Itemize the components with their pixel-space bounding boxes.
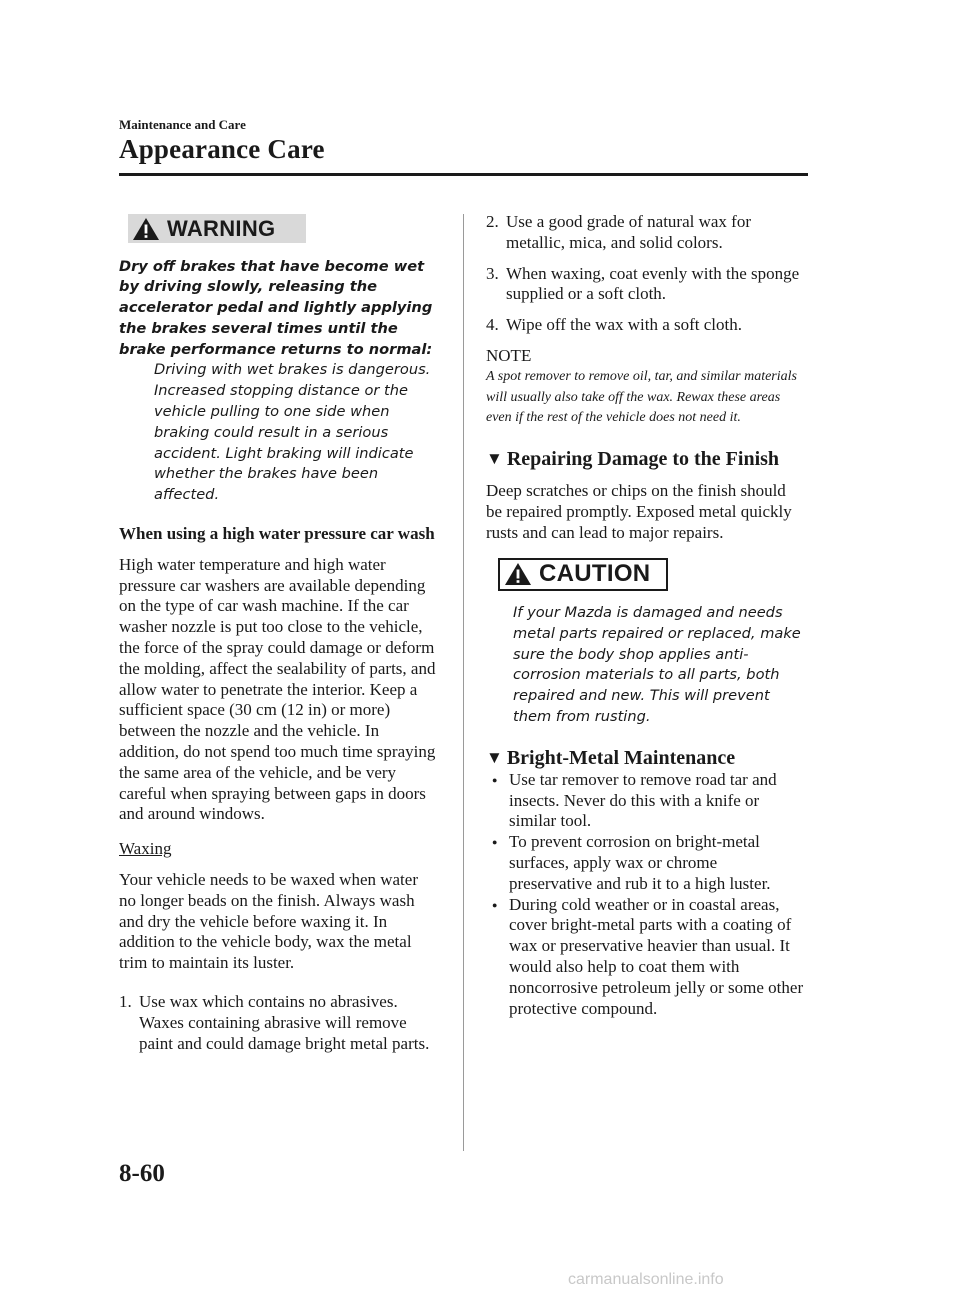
header-rule xyxy=(119,173,808,176)
waxing-step xyxy=(119,992,437,1054)
step-number: 1. xyxy=(119,992,132,1011)
warning-lead: Dry off brakes that have become wet by driving slowly, releasing the accelerator pedal and lightly applying the brakes several times until the brake performance returns to normal: xyxy=(119,257,433,358)
bright-metal-title-text: Bright-Metal Maintenance xyxy=(506,746,736,769)
repair-body: Deep scratches or chips on the finish should be repaired promptly. Exposed metal quickly rusts and can lead to major repairs. xyxy=(486,481,792,542)
bright-metal-section-title xyxy=(486,746,804,770)
step-text: Wipe off the wax with a soft cloth. xyxy=(506,315,742,335)
warning-badge xyxy=(128,214,306,243)
caution-triangle-icon xyxy=(504,562,532,586)
repair-title-text: Repairing Damage to the Finish xyxy=(506,448,780,471)
repair-section-title xyxy=(486,447,804,471)
list-item-text: To prevent corrosion on bright-metal surfaces, apply wax or chrome preservative and rub it to a high luster. xyxy=(509,832,771,893)
warning-body: Driving with wet brakes is dangerous. Increased stopping distance or the vehicle pulling to one side when braking could result in a serious accident. Light braking will indicate whether the brakes have been affected. xyxy=(154,361,431,504)
section-label: Maintenance and Care xyxy=(119,117,246,132)
bullet-icon: ● xyxy=(492,899,498,910)
waxing-step xyxy=(486,212,804,254)
list-item-text: Use tar remover to remove road tar and insects. Never do this with a knife or similar tool. xyxy=(509,769,777,831)
page-title: Appearance Care xyxy=(119,134,325,164)
note-body: A spot remover to remove oil, tar, and similar materials will usually also take off the wax. Rewax these areas even if the rest of the vehicle does not need it. xyxy=(486,368,797,426)
step-text: When waxing, coat evenly with the sponge supplied or a soft cloth. xyxy=(506,263,800,304)
warning-label: WARNING xyxy=(167,215,276,241)
note-label: NOTE xyxy=(486,345,532,365)
list-item-text: During cold weather or in coastal areas, cover bright-metal parts with a coating of wax or preservative heavier than usual. It would also help to coat them with noncorrosive petroleum jelly or some other protective compound. xyxy=(509,894,804,1018)
caution-label: CAUTION xyxy=(539,560,651,588)
high-pressure-heading: When using a high water pressure car wash xyxy=(119,524,435,544)
list-item xyxy=(486,770,804,832)
waxing-step xyxy=(486,264,804,306)
caution-body: If your Mazda is damaged and needs metal parts repaired or replaced, make sure the body shop applies anti-corrosion materials to all parts, both repaired and new. This will prevent them from rusting. xyxy=(513,604,801,726)
waxing-heading: Waxing xyxy=(119,839,172,859)
section-arrow-icon: ▼ xyxy=(486,747,503,767)
column-divider xyxy=(463,214,464,1151)
right-column xyxy=(486,212,804,1019)
warning-triangle-icon xyxy=(132,217,160,241)
step-text: Use a good grade of natural wax for metallic, mica, and solid colors. xyxy=(506,212,751,252)
left-column xyxy=(119,214,437,1054)
list-item xyxy=(486,832,804,894)
step-text: Use wax which contains no abrasives. Waxes containing abrasive will remove paint and could damage bright metal parts. xyxy=(139,992,430,1053)
section-arrow-icon: ▼ xyxy=(486,449,503,469)
waxing-step xyxy=(486,315,804,336)
high-pressure-body: High water temperature and high water pressure car washers are available depending on the type of car wash machine. If the car washer nozzle is put too close to the vehicle, the force of the spray could damage or deform the molding, affect the sealability of parts, and allow water to penetrate the interior. Keep a sufficient space (30 cm (12 in) or more) between the nozzle and the vehicle. In addition, do not spend too much time spraying the same area of the vehicle, and be very careful when spraying between gaps in doors and around windows. xyxy=(119,554,436,824)
caution-badge xyxy=(498,558,668,591)
step-number: 2. xyxy=(486,212,499,231)
page-number: 8-60 xyxy=(119,1160,165,1187)
step-number: 4. xyxy=(486,315,499,335)
list-item xyxy=(486,895,804,1020)
bright-metal-list xyxy=(486,770,804,1020)
waxing-intro: Your vehicle needs to be waxed when water no longer beads on the finish. Always wash and dry the vehicle before waxing it. In addition to the vehicle body, wax the metal trim to maintain its luster. xyxy=(119,870,418,973)
step-number: 3. xyxy=(486,263,499,283)
watermark: carmanualsonline.info xyxy=(568,1271,724,1288)
bullet-icon: ● xyxy=(492,837,498,848)
bullet-icon: ● xyxy=(492,774,498,785)
